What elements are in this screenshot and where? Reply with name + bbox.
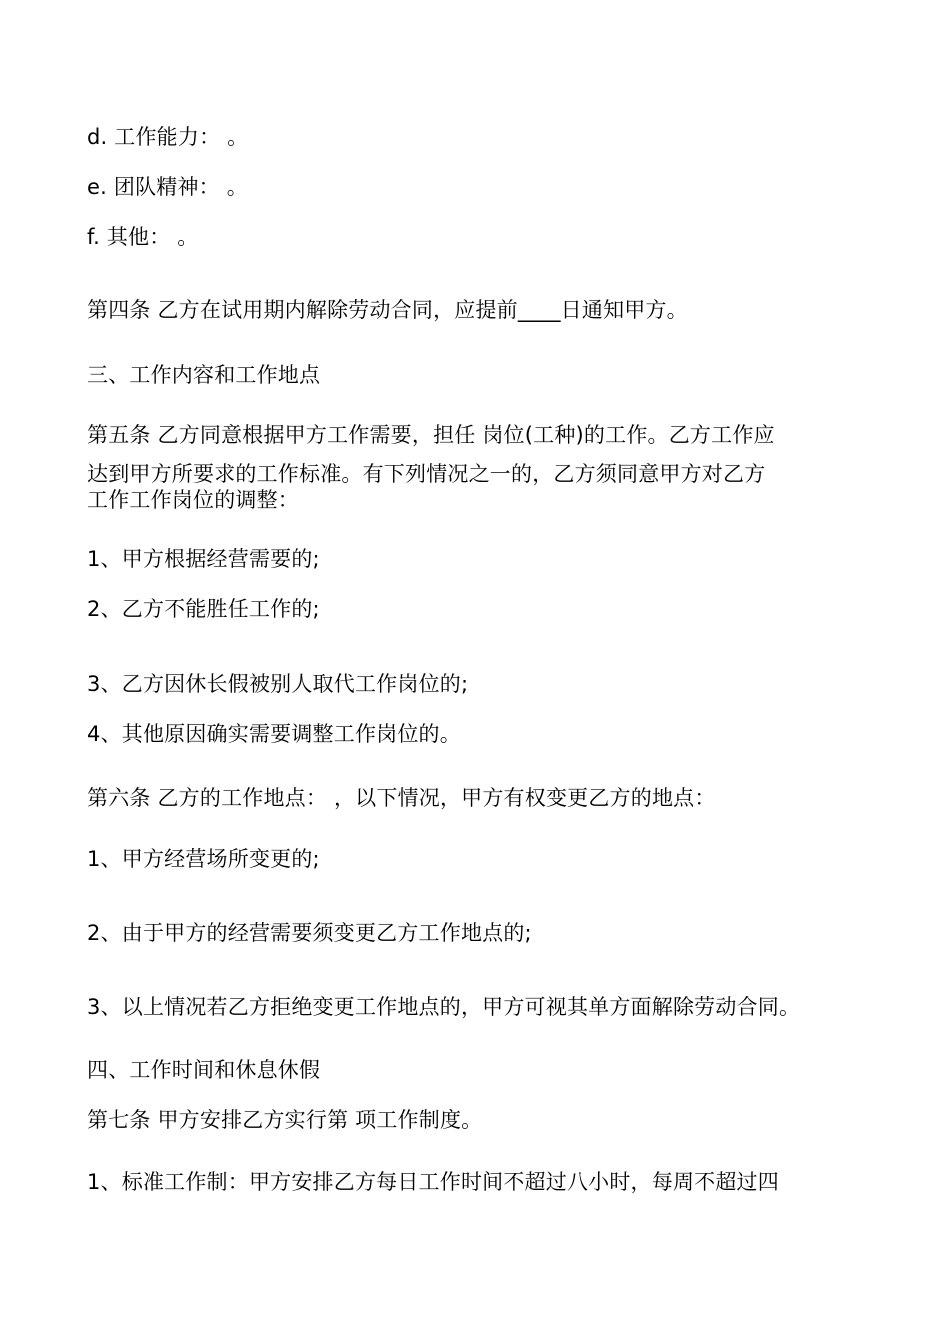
list-item-work-ability: d. 工作能力： 。 [87, 125, 249, 149]
section-heading-4: 四、工作时间和休息休假 [87, 1058, 321, 1082]
list-item-other: f. 其他： 。 [87, 225, 199, 249]
list-item-2: 2、乙方不能胜任工作的; [87, 597, 320, 621]
article-5-line-2: 达到甲方所要求的工作标准。有下列情况之一的，乙方须同意甲方对乙方 [87, 462, 766, 486]
list-item-location-3: 3、以上情况若乙方拒绝变更工作地点的，甲方可视其单方面解除劳动合同。 [87, 995, 801, 1019]
article-5-line-1: 第五条 乙方同意根据甲方工作需要，担任 岗位(工种)的工作。乙方工作应 [87, 423, 775, 447]
list-item-1: 1、甲方根据经营需要的; [87, 547, 320, 571]
article-7: 第七条 甲方安排乙方实行第 项工作制度。 [87, 1108, 483, 1132]
list-item-location-1: 1、甲方经营场所变更的; [87, 847, 320, 871]
list-item-3: 3、乙方因休长假被别人取代工作岗位的; [87, 672, 469, 696]
list-item-team-spirit: e. 团队精神： 。 [87, 175, 248, 199]
list-item-location-2: 2、由于甲方的经营需要须变更乙方工作地点的; [87, 921, 532, 945]
list-item-standard-hours: 1、标准工作制：甲方安排乙方每日工作时间不超过八小时，每周不超过四 [87, 1170, 779, 1194]
section-heading-3: 三、工作内容和工作地点 [87, 363, 321, 387]
article-4: 第四条 乙方在试用期内解除劳动合同，应提前____日通知甲方。 [87, 298, 688, 322]
list-item-4: 4、其他原因确实需要调整工作岗位的。 [87, 722, 461, 746]
article-6: 第六条 乙方的工作地点： ，以下情况，甲方有权变更乙方的地点： [87, 786, 716, 810]
article-5-line-3: 工作工作岗位的调整： [87, 488, 299, 512]
